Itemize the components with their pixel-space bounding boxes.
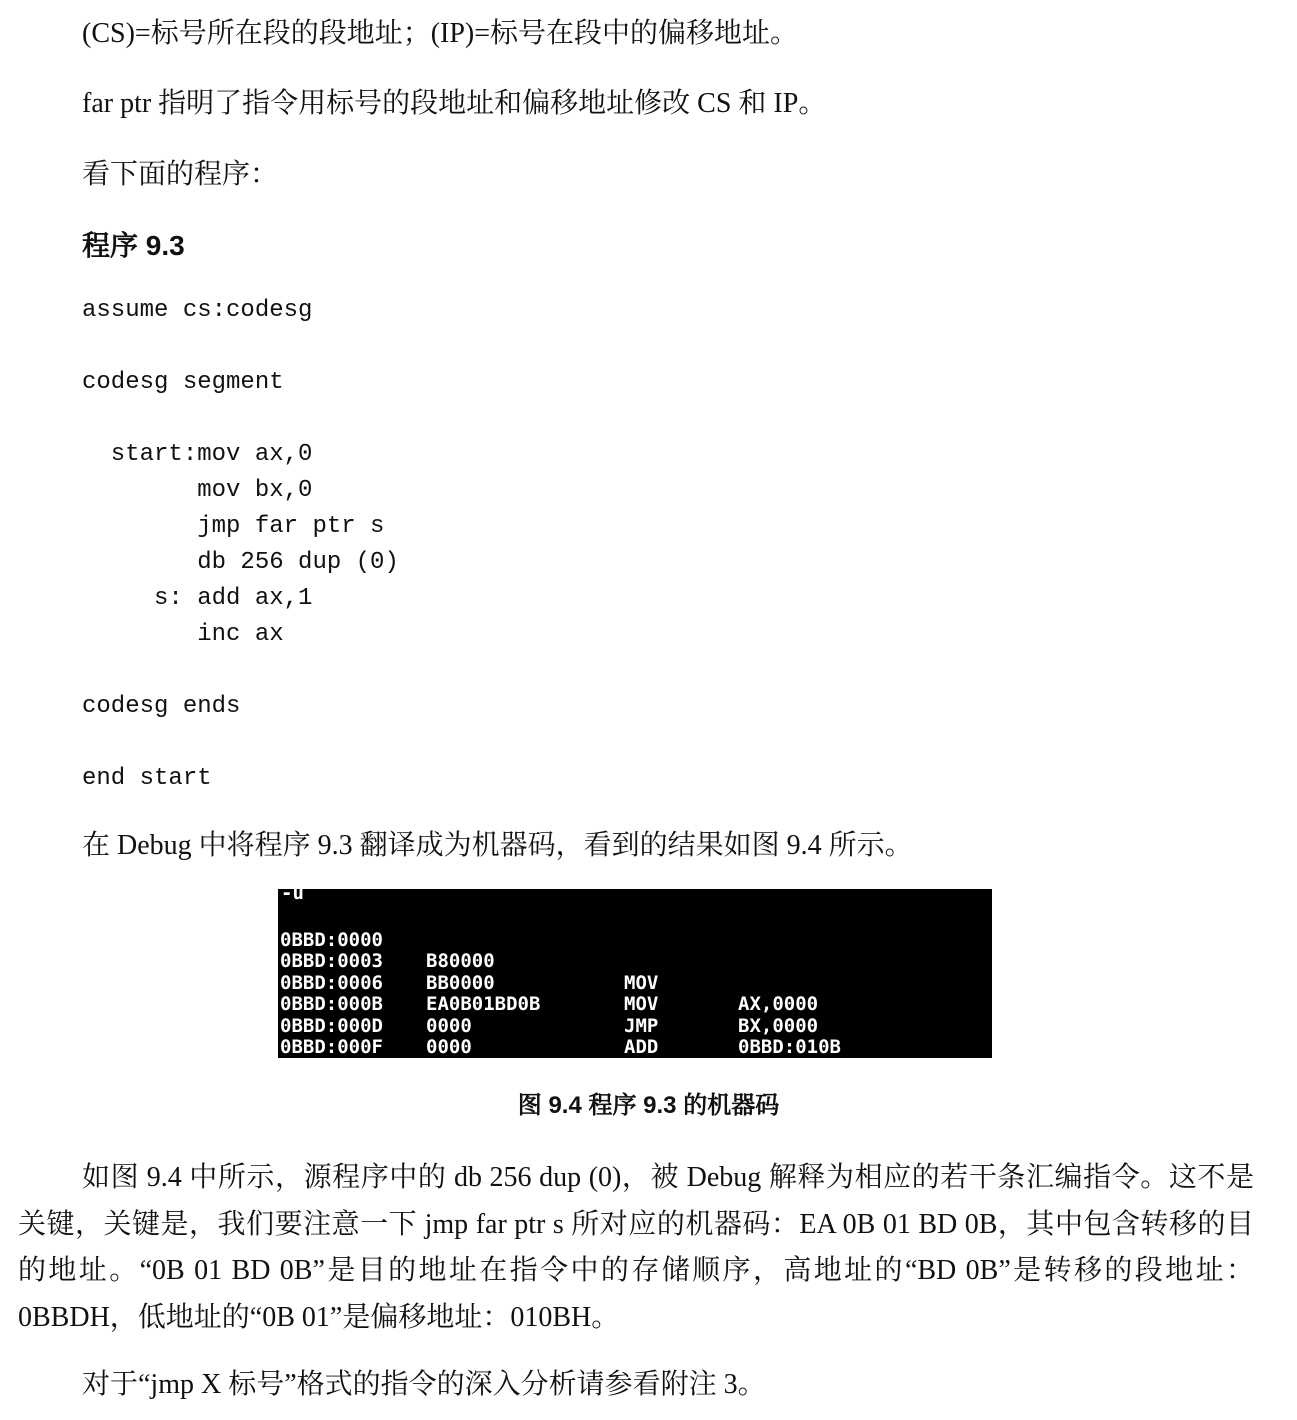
program-heading: 程序 9.3 <box>82 230 185 261</box>
console-machine-code: EA0B01BD0B <box>426 993 541 1015</box>
console-machine-code: B80000 <box>426 950 495 972</box>
paragraph-far-ptr: far ptr 指明了指令用标号的段地址和偏移地址修改 CS 和 IP。 <box>82 88 827 119</box>
console-machine-code: 0000 <box>426 1036 472 1058</box>
console-address: 0BBD:0003 <box>280 950 383 972</box>
console-machine-code: BB0000 <box>426 971 495 994</box>
code-line: assume cs:codesg <box>82 297 313 324</box>
console-row <box>280 1037 326 1058</box>
console-address: 0BBD:0000 <box>280 928 383 951</box>
code-line: jmp far ptr s <box>82 513 385 540</box>
paragraph-cs-ip: (CS)=标号所在段的段地址；(IP)=标号在段中的偏移地址。 <box>82 18 799 49</box>
console-operand: BX,0000 <box>738 1014 819 1037</box>
code-line: codesg ends <box>82 693 241 720</box>
console-opcode: MOV <box>624 971 659 994</box>
console-prompt: -u <box>281 889 304 904</box>
console-opcode: JMP <box>624 1014 659 1037</box>
figure-caption: 图 9.4 程序 9.3 的机器码 <box>517 1092 780 1119</box>
paragraph-footnote: 对于“jmp X 标号”格式的指令的深入分析请参看附注 3。 <box>82 1369 766 1400</box>
code-line: mov bx,0 <box>82 477 313 504</box>
code-line: s: add ax,1 <box>82 585 313 612</box>
console-address: 0BBD:000F <box>280 1036 383 1058</box>
code-line: db 256 dup (0) <box>82 549 399 576</box>
code-line: start:mov ax,0 <box>82 441 313 468</box>
code-line: codesg segment <box>82 369 284 396</box>
console-address: 0BBD:0006 <box>280 971 383 994</box>
console-address: 0BBD:000B <box>280 993 383 1015</box>
console-operand: 0BBD:010B <box>738 1036 841 1058</box>
debug-console-screenshot <box>278 889 992 1058</box>
console-operand: AX,0000 <box>738 993 819 1015</box>
paragraph-debug-intro: 在 Debug 中将程序 9.3 翻译成为机器码，看到的结果如图 9.4 所示。 <box>82 830 913 861</box>
paragraph-explanation: 如图 9.4 中所示，源程序中的 db 256 dup (0)，被 Debug 解释为相应的若干条汇编指令。这不是关键，关键是，我们要注意一下 jmp far ptr s 所对应的机器码：EA 0B 01 BD 0B，其中包含转移的目的地址。“0B 01 BD 0B”是目的地址在指令中的存储顺序，高地址的“BD 0B”是转移的段地址：0BBDH，低地址的“0B 01”是偏移地址：010BH。 <box>18 1162 1254 1333</box>
code-line: inc ax <box>82 621 284 648</box>
paragraph-see-program: 看下面的程序： <box>82 159 279 190</box>
code-line: end start <box>82 765 212 792</box>
console-opcode: ADD <box>624 1036 659 1058</box>
console-opcode: MOV <box>624 993 659 1015</box>
console-machine-code: 0000 <box>426 1014 472 1037</box>
console-address: 0BBD:000D <box>280 1014 383 1037</box>
